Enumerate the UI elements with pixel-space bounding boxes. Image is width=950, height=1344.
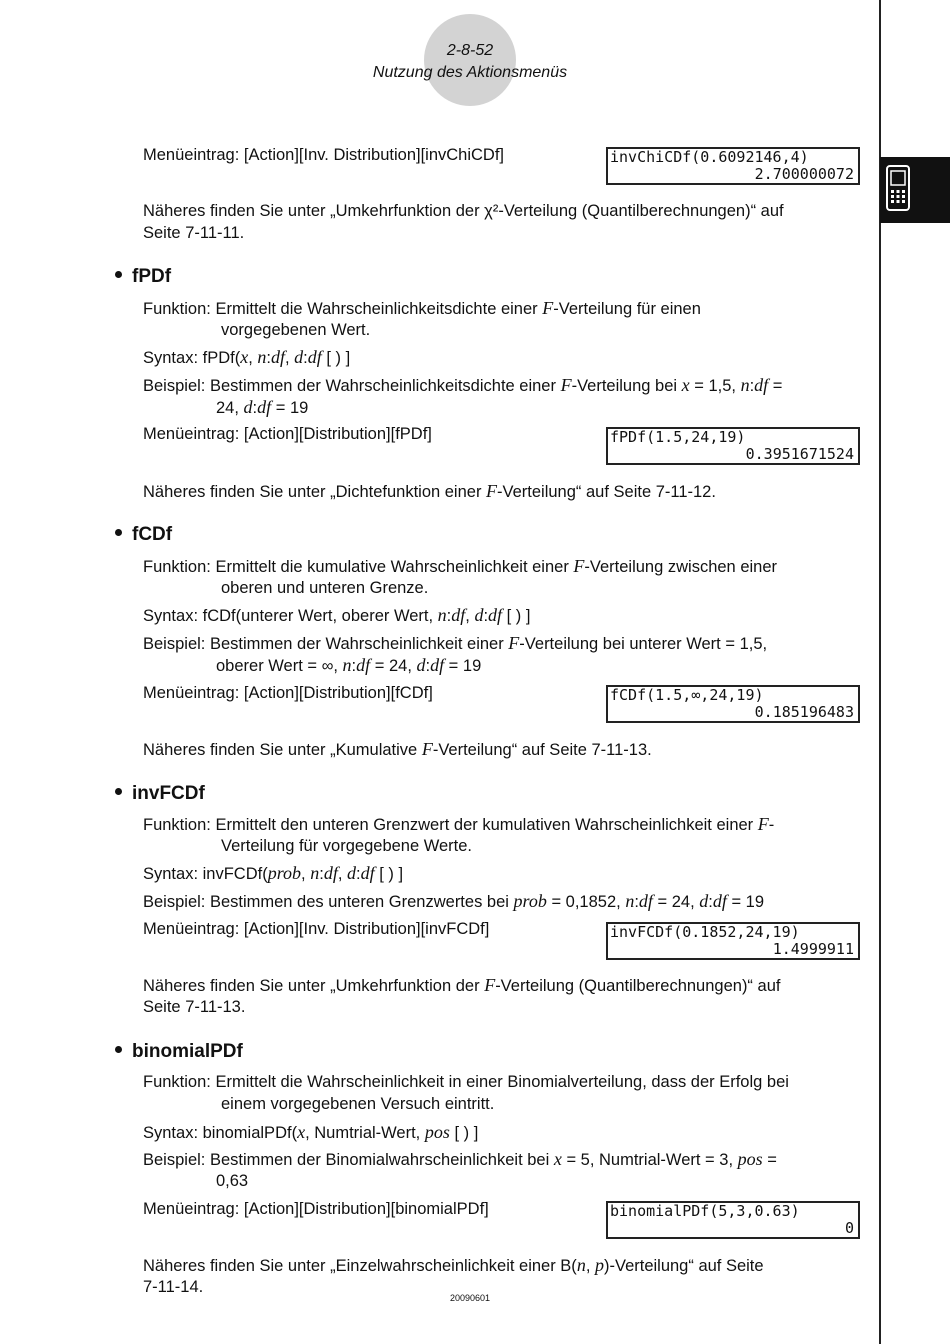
binomialpdf-function-line1: Funktion: Ermittelt die Wahrscheinlichkeit in einer Binomialverteilung, dass der Erfolg bei	[143, 1073, 789, 1091]
fcdf-example-line2: oberer Wert = ∞, n:df = 24, d:df = 19	[216, 655, 482, 675]
calc-input: binomialPDf(5,3,0.63)	[610, 1202, 800, 1220]
fcdf-example-line1: Beispiel: Bestimmen der Wahrscheinlichkeit einer F-Verteilung bei unterer Wert = 1,5,	[143, 633, 768, 653]
page-title: Nutzung des Aktionsmenüs	[372, 64, 568, 81]
calc-output: 1.4999911	[772, 940, 854, 958]
calc-input: fCDf(1.5,∞,24,19)	[610, 686, 764, 704]
bullet-icon	[115, 529, 122, 536]
intro-menu: Menüeintrag: [Action][Inv. Distribution][invChiCDf]	[143, 146, 505, 164]
calc-output: 0.3951671524	[745, 445, 854, 463]
calculator-screen	[606, 685, 860, 723]
intro-reference-line1: Näheres finden Sie unter „Umkehrfunktion der χ²-Verteilung (Quantilberechnungen)“ auf	[143, 202, 784, 220]
bullet-icon	[115, 271, 122, 278]
binomialpdf-reference-line1: Näheres finden Sie unter „Einzelwahrscheinlichkeit einer B(n, p)-Verteilung“ auf Seite	[143, 1255, 764, 1275]
bullet-icon	[115, 1046, 122, 1053]
section-heading-fpdf: fPDf	[115, 266, 171, 288]
fpdf-example-line1: Beispiel: Bestimmen der Wahrscheinlichkeitsdichte einer F-Verteilung bei x = 1,5, n:df =	[143, 375, 783, 395]
fpdf-syntax: Syntax: fPDf(x, n:df, d:df [ ) ]	[143, 347, 351, 367]
binomialpdf-function-line2: einem vorgegebenen Versuch eintritt.	[221, 1095, 495, 1113]
fpdf-menu: Menüeintrag: [Action][Distribution][fPDf]	[143, 425, 432, 443]
binomialpdf-reference-line2: 7-11-14.	[143, 1278, 204, 1296]
section-heading-fcdf: fCDf	[115, 524, 172, 546]
fcdf-function-line1: Funktion: Ermittelt die kumulative Wahrscheinlichkeit einer F-Verteilung zwischen einer	[143, 556, 778, 576]
fpdf-function-line1: Funktion: Ermittelt die Wahrscheinlichkeitsdichte einer F-Verteilung für einen	[143, 298, 701, 318]
binomialpdf-example-line2: 0,63	[216, 1172, 249, 1190]
invfcdf-function-line1: Funktion: Ermittelt den unteren Grenzwert der kumulativen Wahrscheinlichkeit einer F-	[143, 814, 775, 834]
fcdf-function-line2: oberen und unteren Grenze.	[221, 579, 429, 597]
calc-output: 2.700000072	[754, 165, 854, 183]
page-number: 2-8-52	[446, 42, 494, 59]
fcdf-syntax: Syntax: fCDf(unterer Wert, oberer Wert, n:df, d:df [ ) ]	[143, 605, 531, 625]
footer-code: 20090601	[449, 1293, 491, 1303]
invfcdf-reference-line2: Seite 7-11-13.	[143, 998, 246, 1016]
fpdf-example-line2: 24, d:df = 19	[216, 397, 309, 417]
calc-output: 0	[844, 1219, 854, 1237]
binomialpdf-example-line1: Beispiel: Bestimmen der Binomialwahrscheinlichkeit bei x = 5, Numtrial-Wert = 3, pos =	[143, 1149, 777, 1169]
fcdf-reference: Näheres finden Sie unter „Kumulative F-Verteilung“ auf Seite 7-11-13.	[143, 739, 652, 759]
invfcdf-menu: Menüeintrag: [Action][Inv. Distribution][invFCDf]	[143, 920, 490, 938]
intro-reference-line2: Seite 7-11-11.	[143, 224, 245, 242]
binomialpdf-syntax: Syntax: binomialPDf(x, Numtrial-Wert, pos [ ) ]	[143, 1122, 479, 1142]
calculator-icon	[886, 165, 910, 211]
calc-input: invChiCDf(0.6092146,4)	[610, 148, 809, 166]
calculator-screen	[606, 922, 860, 960]
fpdf-reference: Näheres finden Sie unter „Dichtefunktion einer F-Verteilung“ auf Seite 7-11-12.	[143, 481, 716, 501]
calculator-screen	[606, 147, 860, 185]
invfcdf-function-line2: Verteilung für vorgegebene Werte.	[221, 837, 473, 855]
chapter-tab	[880, 157, 950, 223]
bullet-icon	[115, 788, 122, 795]
fcdf-menu: Menüeintrag: [Action][Distribution][fCDf]	[143, 684, 433, 702]
calc-input: invFCDf(0.1852,24,19)	[610, 923, 800, 941]
binomialpdf-menu: Menüeintrag: [Action][Distribution][binomialPDf]	[143, 1200, 489, 1218]
section-heading-binomialpdf: binomialPDf	[115, 1041, 243, 1063]
section-heading-invfcdf: invFCDf	[115, 783, 205, 805]
calculator-screen	[606, 1201, 860, 1239]
calc-output: 0.185196483	[754, 703, 854, 721]
invfcdf-example: Beispiel: Bestimmen des unteren Grenzwertes bei prob = 0,1852, n:df = 24, d:df = 19	[143, 891, 765, 911]
calc-input: fPDf(1.5,24,19)	[610, 428, 746, 446]
invfcdf-reference-line1: Näheres finden Sie unter „Umkehrfunktion der F-Verteilung (Quantilberechnungen)“ auf	[143, 975, 781, 995]
calculator-screen	[606, 427, 860, 465]
invfcdf-syntax: Syntax: invFCDf(prob, n:df, d:df [ ) ]	[143, 863, 404, 883]
fpdf-function-line2: vorgegebenen Wert.	[221, 321, 371, 339]
